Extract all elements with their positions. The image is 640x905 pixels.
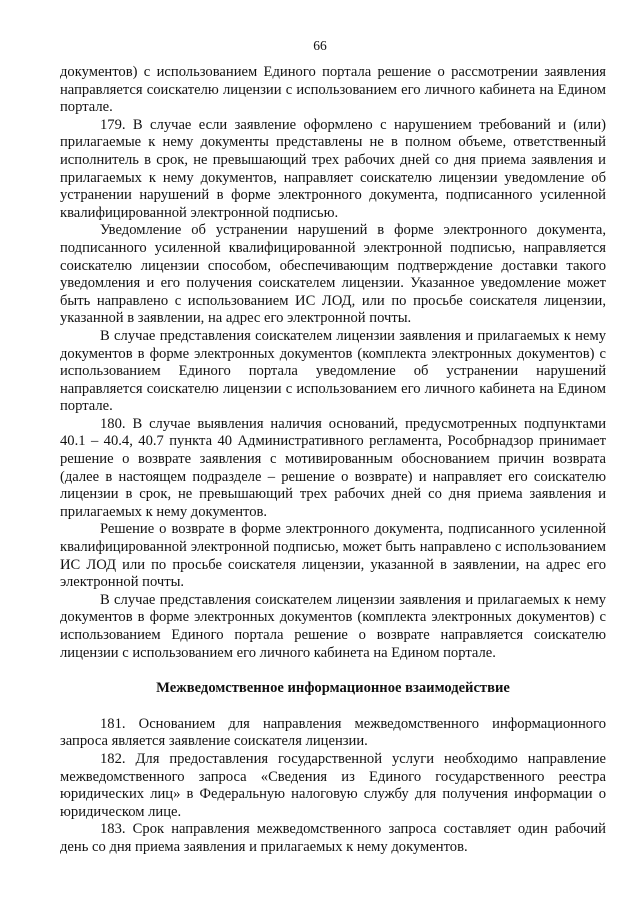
paragraph-182: 182. Для предоставления государственной услуги необходимо направление межведомственного запроса «Сведения из Единого государственного реестра юридических лиц» в Федеральную налоговую службу для получения информации о юридическом лице. bbox=[60, 750, 606, 820]
paragraph-180: 180. В случае выявления наличия оснований, предусмотренных подпунктами 40.1 – 40.4, 40.7 пункта 40 Административного регламента, Рособрнадзор принимает решение о возврате заявления с мотивированным обоснованием причин возврата (далее в настоящем подразделе – решение о возврате) и направляет его соискателю лицензии в срок, не превышающий трех рабочих дней со дня приема заявления и прилагаемых к нему документов. bbox=[60, 415, 606, 520]
paragraph-179: 179. В случае если заявление оформлено с нарушением требований и (или) прилагаемые к нему документы представлены не в полном объеме, ответственный исполнитель в срок, не превышающий трех рабочих дней со дня приема заявления и прилагаемых к нему документов, направляет соискателю лицензии уведомление об устранении нарушений в форме электронного документа, подписанного усиленной квалифицированной электронной подписью. bbox=[60, 116, 606, 221]
section-heading: Межведомственное информационное взаимодействие bbox=[156, 680, 510, 697]
paragraph-notice-delivery: Уведомление об устранении нарушений в форме электронного документа, подписанного усиленной квалифицированной электронной подписью, направляется соискателю лицензии способом, обеспечивающим подтверждение доставки такого уведомления и его получения соискателем лицензии. Указанное уведомление может быть направлено с использованием ИС ЛОД, или по просьбе соискателя лицензии, указанной в заявлении, на адрес его электронной почты. bbox=[60, 222, 606, 327]
paragraph-183: 183. Срок направления межведомственного запроса составляет один рабочий день со дня приема заявления и прилагаемых к нему документов. bbox=[60, 821, 606, 855]
page-content bbox=[60, 64, 606, 857]
paragraph-return-decision: Решение о возврате в форме электронного документа, подписанного усиленной квалифицированной электронной подписью, может быть направлено с использованием ИС ЛОД или по просьбе соискателя лицензии, указанной в заявлении, на адрес его электронной почты. bbox=[60, 521, 606, 591]
page-number: 66 bbox=[313, 38, 327, 53]
paragraph-181: 181. Основанием для направления межведомственного информационного запроса является заявление соискателя лицензии. bbox=[60, 715, 606, 750]
paragraph-notice-portal: В случае представления соискателем лицензии заявления и прилагаемых к нему документов в форме электронных документов (комплекта электронных документов) с использованием Единого портала уведомление об устранении нарушений направляется соискателю лицензии с использованием его личного кабинета на Едином портале. bbox=[60, 327, 606, 415]
paragraph-return-portal: В случае представления соискателем лицензии заявления и прилагаемых к нему документов в форме электронных документов (комплекта электронных документов) с использованием Единого портала решение о возврате направляется соискателю лицензии с использованием его личного кабинета на Едином портале. bbox=[60, 591, 606, 661]
paragraph-continuation: документов) с использованием Единого портала решение о рассмотрении заявления направляется соискателю лицензии с использованием его личного кабинета на Едином портале. bbox=[60, 64, 606, 116]
